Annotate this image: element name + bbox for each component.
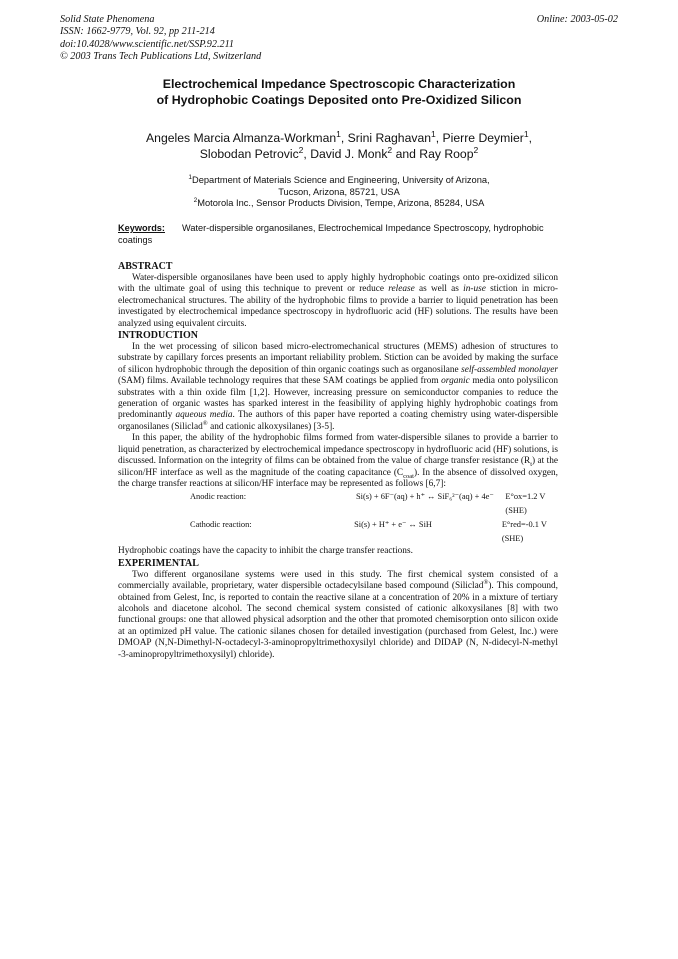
- anodic-equation: [118, 490, 558, 518]
- abstract-heading: ABSTRACT: [118, 261, 173, 272]
- paper-title: [90, 76, 588, 108]
- cathodic-label: Cathodic reaction:: [190, 520, 252, 530]
- experimental-paragraph: Two different organosilane systems were used in this study. The first chemical system consisted of a commercially available, proprietary, water dispersible octadecylsilane based compound (Siliclad®). This compound, obtained from Gelest, Inc, is reported to contain the reactive silane at a concentration of 20% in a mixture of tertiary alcohols and diacetone alcohol. The second chemical system consisted of cationic alkoxysilanes [8] with two functional groups: one that allowed physical adsorption and the other that promoted chemisorption onto silicon oxide at an optimized pH value. The cationic silanes chosen for detailed investigation (purchased from Gelest, Inc.) were DMOAP (N,N-Dimethyl-N-octadecyl-3-aminopropyltrimethoxysilyl chloride) and DIDAP (N, N-didecyl-N-methyl -3-aminopropyltrimethoxysilyl) chloride).: [118, 569, 558, 660]
- cathodic-equation: [118, 518, 558, 546]
- affil-mark: 2: [298, 144, 304, 155]
- post-equation-text: Hydrophobic coatings have the capacity to inhibit the charge transfer reactions.: [118, 546, 413, 557]
- anodic-potential: E°ox=1.2 V (SHE): [505, 492, 546, 516]
- affil-mark: 2: [387, 144, 393, 155]
- title-line-2: of Hydrophobic Coatings Deposited onto Pre-Oxidized Silicon: [156, 93, 522, 107]
- and-word: and: [395, 147, 416, 161]
- experimental-heading: EXPERIMENTAL: [118, 557, 199, 569]
- title-line-1: Electrochemical Impedance Spectroscopic Characterization: [162, 77, 516, 91]
- author-name: Ray Roop: [419, 147, 474, 161]
- author-name: Slobodan Petrovic: [199, 147, 299, 161]
- anodic-label: Anodic reaction:: [190, 492, 247, 502]
- journal-header: [60, 14, 261, 63]
- author-list: Angeles Marcia Almanza-Workman$^1$, Srini Raghavan$^1$, Pierre Deymier$^1$, Slobodan Petrovic$^2$, David J. Monk$^2$ and Ray Roop$^2$: [146, 128, 532, 161]
- affiliation-1: Department of Materials Science and Engineering, University of Arizona,: [191, 175, 490, 185]
- author-name: David J. Monk: [310, 147, 388, 161]
- doi: doi:10.4028/www.scientific.net/SSP.92.211: [60, 38, 235, 50]
- keywords-label: Keywords:: [118, 223, 165, 233]
- affil-mark: 1: [523, 128, 529, 139]
- affiliation-1-city: Tucson, Arizona, 85721, USA: [278, 186, 400, 197]
- affil-mark: 2: [193, 196, 198, 204]
- keywords-text: Water-dispersible organosilanes, Electrochemical Impedance Spectroscopy, hydrophobic coatings: [118, 223, 544, 245]
- paper-body: [118, 261, 558, 661]
- affil-mark: 2: [473, 144, 479, 155]
- author-name: Srini Raghavan: [347, 131, 432, 145]
- author-name: Angeles Marcia Almanza-Workman: [146, 131, 337, 145]
- affiliation-2: Motorola Inc., Sensor Products Division, Tempe, Arizona, 85284, USA: [197, 198, 485, 208]
- online-date: Online: 2003-05-02: [536, 14, 618, 25]
- affil-mark: 1: [188, 173, 192, 181]
- issn: ISSN: 1662-9779, Vol. 92, pp 211-214: [60, 26, 215, 38]
- author-name: Pierre Deymier: [442, 131, 524, 145]
- intro-paragraph-2: In this paper, the ability of the hydrophobic films formed from water-dispersible silanes to provide a barrier to liquid penetration, as characterized by electrochemical impedance spectroscopy in hydrofluoric acid (HF) solutions, is discussed. Information on the integrity of films can be obtained from the value of charge transfer resistance $(R_t)$ at the silicon/HF interface as well as the magnitude of the coating capacitance $(C_{coat})$. In the absence of dissolved oxygen, the charge transfer reactions at silicon/HF interface may be represented as follows [6,7]:: [118, 433, 559, 489]
- introduction-heading: INTRODUCTION: [118, 330, 199, 342]
- journal-name: Solid State Phenomena: [60, 14, 155, 25]
- cathodic-potential: E°red=-0.1 V (SHE): [501, 520, 547, 544]
- affil-mark: 1: [431, 128, 436, 139]
- keywords-block: [118, 222, 558, 246]
- intro-paragraph-1: In the wet processing of silicon based micro-electromechanical structures (MEMS) adhesion of structures to substrate by capillary forces presents an important reliability problem. Stiction can be avoided by making the surface of silicon hydrophobic through the deposition of thin organic coatings such as organosilane self-assembled monolayer (SAM) films. Available technology requires that these SAM coatings be applied from organic media onto polysilicon substrates with a thin oxide film [1,2]. However, increasing pressure on semiconductor companies to reduce the generation of organic wastes has sparked interest in the feasibility of applying highly hydrophobic coatings from predominantly aqueous media. The authors of this paper have reported a coating chemistry using water-dispersible organosilanes (Siliclad® and cationic alkoxysilanes) [3-5].: [118, 342, 559, 432]
- copyright: © 2003 Trans Tech Publications Ltd, Switzerland: [60, 50, 262, 62]
- cathodic-reaction: Si(s) + H⁺ + e⁻ ↔ SiH: [354, 520, 432, 530]
- affil-mark: 1: [336, 128, 341, 139]
- abstract-paragraph: Water-dispersible organosilanes have been used to apply highly hydrophobic coatings onto pre-oxidized silicon with the ultimate goal of using this technique to prevent or reduce release as well as in-use stiction in micro-electromechanical structures. The ability of the hydrophobic films to provide a barrier to liquid penetration has been investigated by electrochemical impedance spectroscopy in hydrofluoric acid (HF) solutions. The results have been analyzed using equivalent circuits.: [118, 273, 558, 329]
- affiliations: [90, 175, 588, 210]
- anodic-reaction: Si(s) + 6F⁻(aq) + h⁺ ↔ SiF₆²⁻(aq) + 4e⁻: [356, 492, 494, 502]
